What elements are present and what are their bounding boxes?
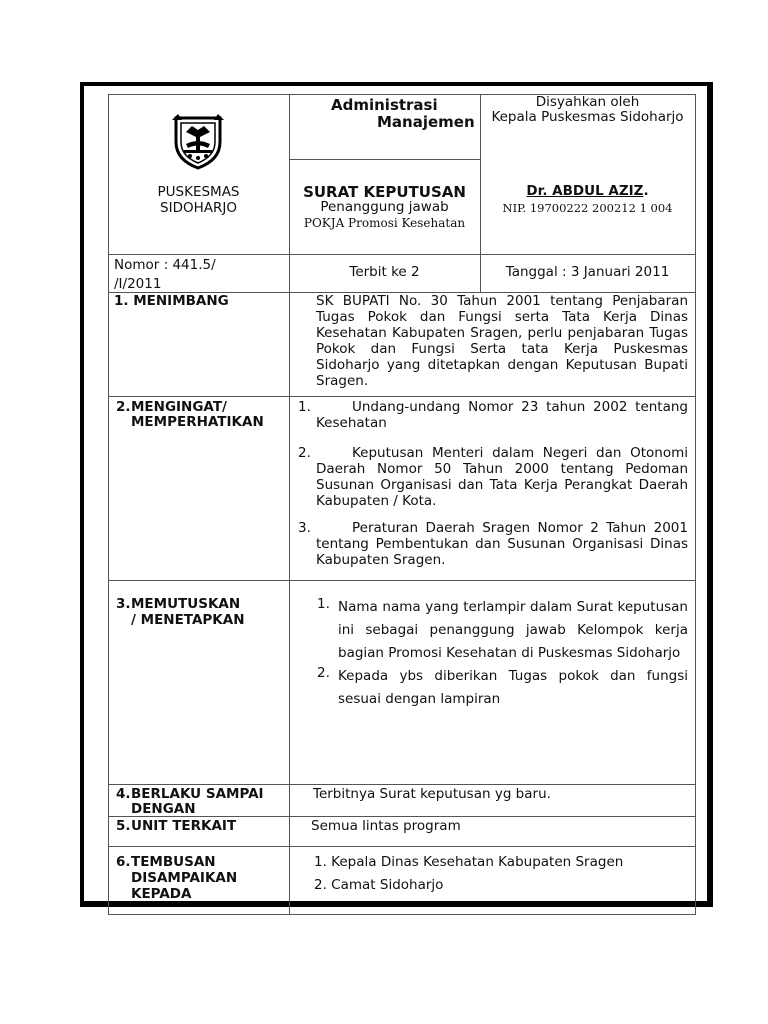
mengingat-line: Kabupaten Sragen. — [316, 552, 446, 568]
signer-nip: NIP. 19700222 200212 1 004 — [502, 201, 673, 215]
berlaku-label-num: 4. — [116, 786, 131, 802]
memutuskan-label-line2: / MENETAPKAN — [131, 612, 245, 628]
title-line2: Manajemen — [377, 113, 475, 131]
menimbang-line: Pokok dan Fungsi Serta tata Kerja Puskesmas — [316, 341, 688, 357]
mengingat-label-line2: MEMPERHATIKAN — [131, 414, 264, 430]
memutuskan-item-1 — [338, 596, 688, 665]
org-name-line1: PUSKESMAS — [157, 184, 240, 200]
mengingat-line: Peraturan Daerah Sragen Nomor 2 Tahun 2001 — [352, 520, 688, 536]
unit-text: Semua lintas program — [311, 818, 461, 834]
org-name-line2: SIDOHARJO — [160, 200, 237, 216]
tembusan-item: 2. Camat Sidoharjo — [314, 877, 444, 893]
tembusan-label-line1: TEMBUSAN — [131, 854, 216, 870]
mengingat-label-num: 2. — [116, 399, 131, 415]
menimbang-label: 1. MENIMBANG — [114, 293, 229, 309]
menimbang-line: Kesehatan Kabupaten Sragen, perlu penjabaran Tugas — [316, 325, 688, 341]
memutuskan-label-num: 3. — [116, 596, 131, 612]
mengingat-item-num: 2. — [298, 445, 311, 461]
menimbang-line: Tugas Pokok dan Fungsi serta Tata Kerja Dinas — [316, 309, 688, 325]
mengingat-line: Daerah Nomor 50 Tahun 2000 tentang Pedoman — [316, 461, 688, 477]
unit-label-line1: UNIT TERKAIT — [131, 818, 237, 834]
mengingat-item-3 — [316, 520, 688, 568]
mengingat-line: Kabupaten / Kota. — [316, 493, 437, 509]
berlaku-text: Terbitnya Surat keputusan yg baru. — [313, 786, 551, 802]
mengingat-line: Susunan Organisasi dan Tata Kerja Perangkat Daerah — [316, 477, 688, 493]
memutuskan-line: bagian Promosi Kesehatan di Puskesmas Sidoharjo — [338, 645, 681, 661]
terbit: Terbit ke 2 — [349, 264, 420, 280]
memutuskan-item-num: 2. — [317, 665, 330, 681]
berlaku-label-line1: BERLAKU SAMPAI — [131, 786, 264, 802]
mengingat-line: Kesehatan — [316, 415, 387, 431]
memutuskan-item-num: 1. — [317, 596, 330, 612]
signer-name: Dr. ABDUL AZIZ — [526, 183, 644, 199]
mengingat-item-2 — [316, 445, 688, 509]
doc-subtitle2: POKJA Promosi Kesehatan — [303, 216, 466, 230]
doc-type: SURAT KEPUTUSAN — [303, 183, 466, 201]
mengingat-line: Keputusan Menteri dalam Negeri dan Otonomi — [352, 445, 688, 461]
doc-subtitle1: Penanggung jawab — [320, 199, 449, 215]
unit-label-num: 5. — [116, 818, 131, 834]
menimbang-text — [316, 293, 688, 389]
menimbang-line: Sidoharjo yang ditetapkan dengan Keputusan Bupati — [316, 357, 688, 373]
memutuskan-line: Kepada ybs diberikan Tugas pokok dan fungsi — [338, 668, 688, 684]
menimbang-line: Sragen. — [316, 373, 369, 389]
menimbang-line: SK BUPATI No. 30 Tahun 2001 tentang Penjabaran — [316, 293, 688, 309]
regency-emblem-icon — [168, 112, 228, 172]
memutuskan-label-line1: MEMUTUSKAN — [131, 596, 241, 612]
tembusan-label-num: 6. — [116, 854, 131, 870]
signer-dot: . — [643, 183, 649, 199]
memutuskan-line: sesuai dengan lampiran — [338, 691, 501, 707]
mengingat-item-num: 3. — [298, 520, 311, 536]
mengingat-item-num: 1. — [298, 399, 311, 415]
nomor-line2: /I/2011 — [114, 276, 162, 292]
mengingat-line: tentang Pembentukan dan Susunan Organisasi Dinas — [316, 536, 688, 552]
tembusan-label-line3: KEPADA — [131, 886, 192, 902]
memutuskan-line: ini sebagai penanggung jawab Kelompok kerja — [338, 622, 688, 638]
nomor-line1: Nomor : 441.5/ — [114, 257, 216, 273]
signer-block — [480, 183, 695, 199]
mengingat-item-1 — [316, 399, 688, 431]
mengingat-label-line1: MENGINGAT/ — [131, 399, 227, 415]
memutuskan-item-2 — [338, 665, 688, 711]
tanggal: Tanggal : 3 Januari 2011 — [505, 264, 670, 280]
tembusan-item: 1. Kepala Dinas Kesehatan Kabupaten Sragen — [314, 854, 624, 870]
approved-line2: Kepala Puskesmas Sidoharjo — [491, 109, 684, 125]
memutuskan-line: Nama nama yang terlampir dalam Surat keputusan — [338, 599, 688, 615]
berlaku-label-line2: DENGAN — [131, 801, 196, 817]
tembusan-label-line2: DISAMPAIKAN — [131, 870, 238, 886]
approved-line1: Disyahkan oleh — [535, 94, 640, 110]
mengingat-line: Undang-undang Nomor 23 tahun 2002 tentang — [352, 399, 688, 415]
title-line1: Administrasi — [331, 96, 438, 114]
